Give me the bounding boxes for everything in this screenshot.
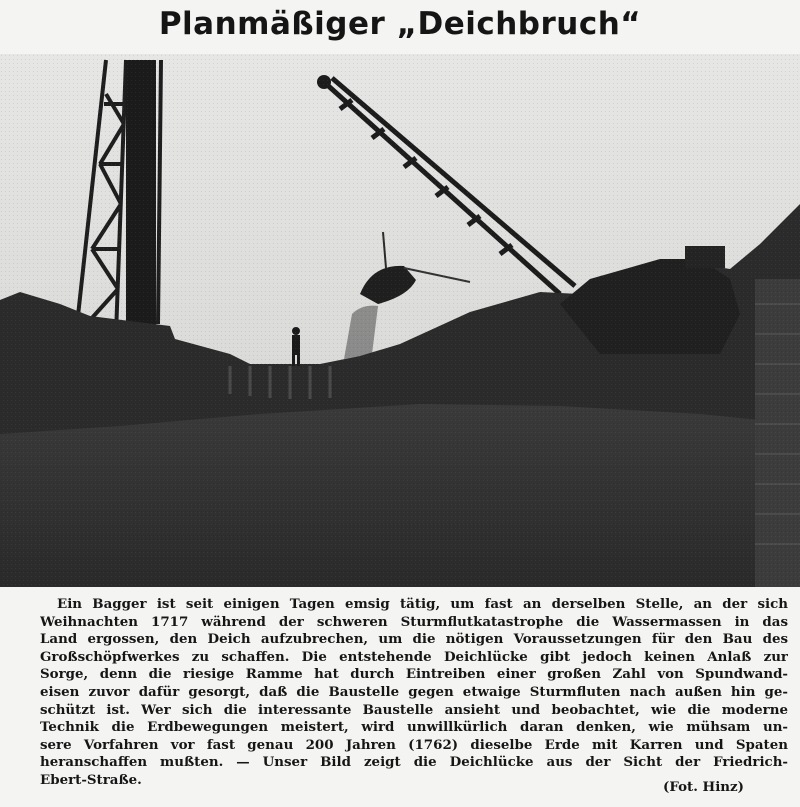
caption-line: Weihnachten 1717 während der schweren Sturmflutkatastrophe die Wassermassen in das <box>40 613 788 630</box>
caption-line: Ein Bagger ist seit einigen Tagen emsig tätig, um fast an derselben Stelle, an der sich <box>57 596 788 612</box>
caption-line: sere Vorfahren vor fast genau 200 Jahren (1762) dieselbe Erde mit Karren und Spaten <box>40 736 788 753</box>
caption-line: eisen zuvor dafür gesorgt, daß die Baustelle gegen etwaige Sturmfluten nach außen hin ge- <box>40 683 788 700</box>
caption-line: Technik die Erdbewegungen meistert, wird unwillkürlich daran denken, wie mühsam un- <box>40 719 788 736</box>
photo-caption <box>40 596 788 790</box>
headline: Planmäßiger „Deichbruch“ <box>158 6 642 42</box>
news-photo <box>0 54 800 587</box>
caption-line: Großschöpfwerkes zu schaffen. Die entstehende Deichlücke gibt jedoch keinen Anlaß zur <box>40 648 788 665</box>
caption-line: Ebert-Straße. <box>40 771 142 788</box>
photo-credit: (Fot. Hinz) <box>663 779 744 795</box>
caption-line: Land ergossen, den Deich aufzubrechen, um die nötigen Voraussetzungen für den Bau des <box>40 631 788 648</box>
caption-line: heranschaffen mußten. — Unser Bild zeigt die Deichlücke aus der Sicht der Friedrich- <box>40 754 788 771</box>
caption-line: schützt ist. Wer sich die interessante Baustelle ansieht und beobachtet, wie die moderne <box>40 701 788 718</box>
photo-illustration <box>0 54 800 587</box>
caption-line: Sorge, denn die riesige Ramme hat durch Eintreiben einer großen Zahl von Spundwand- <box>40 666 788 683</box>
